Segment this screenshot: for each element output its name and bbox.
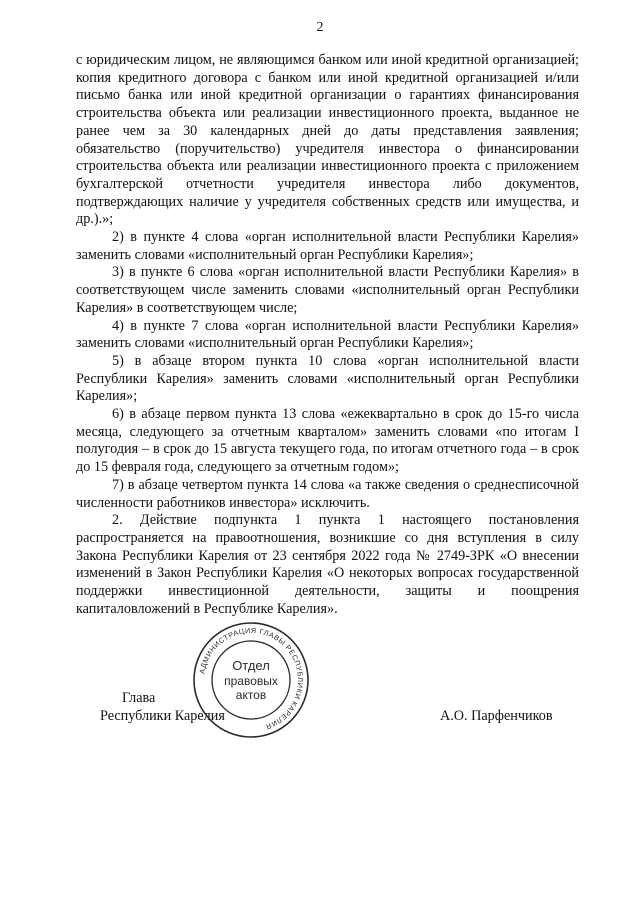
paragraph-item-3: 3) в пункте 6 слова «орган исполнительной власти Республики Карелия» в соответствующем числе заменить словами «исполнительный орган Республики Карелия» в соответствующем числе;: [76, 264, 579, 316]
stamp-seal-icon: [191, 620, 311, 740]
paragraph-item-2: 2) в пункте 4 слова «орган исполнительной власти Республики Карелия» заменить словами «исполнительный орган Республики Карелия»;: [76, 229, 579, 263]
stamp-line3: актов: [235, 688, 267, 702]
page-number: 2: [316, 20, 324, 35]
stamp-line1: Отдел: [232, 658, 270, 673]
signatory-title-line2: Республики Карелия: [100, 707, 225, 724]
paragraph-item-7: 7) в абзаце четвертом пункта 14 слова «а также сведения о среднесписочной численности работников инвестора» исключить.: [76, 476, 579, 511]
stamp-ring-text: АДМИНИСТРАЦИЯ ГЛАВЫ РЕСПУБЛИКИ КАРЕЛИЯ: [197, 625, 306, 732]
stamp-line2: правовых: [224, 674, 278, 688]
paragraph-continuation: с юридическим лицом, не являющимся банком или иной кредитной организацией; копия кредитного договора с банком или иной кредитной организацией и/или письмо банка или иной кредитной организации о гарантиях финансирования строительства объекта или реализации инвестиционного проекта, выданное не ранее чем за 30 календарных дней до даты представления заявления; обязательство (поручительство) учредителя инвестора о финансировании строительства объекта или реализации инвестиционного проекта с приложением бухгалтерской отчетности учредителя инвестора либо документов, подтверждающих наличие у учредителя собственных средств или имущества, и др.).»;: [76, 52, 579, 228]
paragraph-item-4: 4) в пункте 7 слова «орган исполнительной власти Республики Карелия» заменить словами «исполнительный орган Республики Карелия»;: [76, 317, 579, 352]
signatory-title-line1: Глава: [122, 690, 156, 706]
paragraph-item-5: 5) в абзаце втором пункта 10 слова «орган исполнительной власти Республики Карелия» заменить словами «исполнительный орган Республики Карелия»;: [76, 352, 579, 405]
paragraph-section-2: 2. Действие подпункта 1 пункта 1 настоящего постановления распространяется на правоотношения, возникшие со дня вступления в силу Закона Республики Карелия от 23 сентября 2022 года № 2749-ЗРК «О внесении изменений в Закон Республики Карелия «О некоторых вопросах государственной поддержки инвестиционной деятельности, защиты и поощрения капиталовложений в Республике Карелия».: [76, 512, 579, 617]
official-stamp: [191, 620, 311, 740]
signatory-name: А.О. Парфенчиков: [440, 708, 553, 724]
paragraph-item-6: 6) в абзаце первом пункта 13 слова «ежеквартально в срок до 15-го числа месяца, следующего за отчетным кварталом» заменить словами «по итогам I полугодия – в срок до 15 августа текущего года, по итогам отчетного года – в срок до 15 февраля года, следующего за отчетным годом»;: [76, 406, 579, 476]
